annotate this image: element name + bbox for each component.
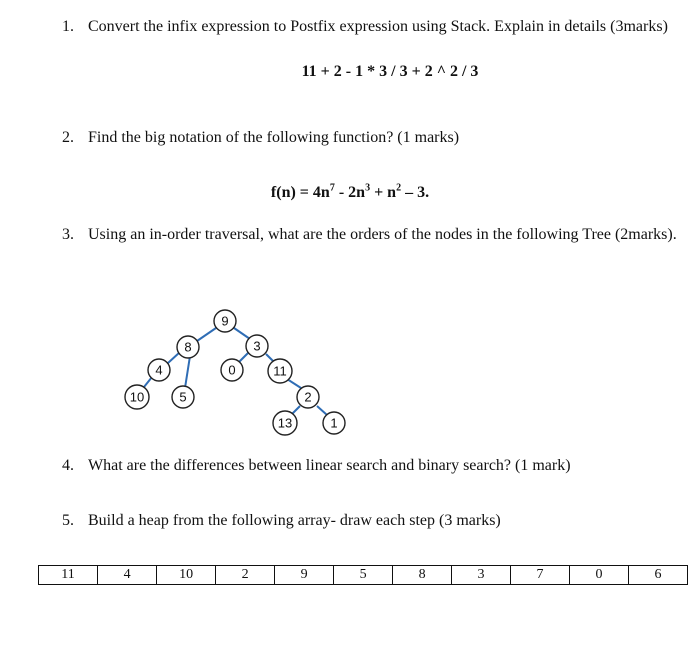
tree-node [148, 359, 170, 381]
edge-8-4 [168, 352, 180, 363]
array-cell: 0 [569, 566, 628, 585]
question-1-number: 1. [62, 18, 74, 35]
array-cell: 11 [39, 566, 98, 585]
tree-node-label: 5 [179, 389, 187, 405]
table-row [39, 566, 688, 585]
edge-9-3 [234, 328, 250, 339]
tree-node [177, 336, 199, 358]
question-5-text: Build a heap from the following array- draw each step (3 marks) [88, 512, 501, 529]
tree-node-label: 9 [221, 313, 229, 329]
function-exp-3: 2 [396, 182, 402, 194]
question-3-number: 3. [62, 226, 74, 243]
function-mid-2: + n [370, 184, 397, 201]
tree-node [246, 335, 268, 357]
tree-node [172, 386, 194, 408]
edge-4-10 [144, 377, 152, 387]
question-1-text: Convert the infix expression to Postfix expression using Stack. Explain in details (3marks) [88, 18, 668, 35]
tree-node-label: 0 [228, 362, 236, 378]
edge-9-8 [197, 328, 216, 341]
tree-node-label: 8 [184, 339, 192, 355]
tree-node [214, 310, 236, 332]
tree-node-label: 4 [155, 362, 163, 378]
question-5-number: 5. [62, 512, 74, 529]
array-cell: 8 [393, 566, 452, 585]
infix-expression: 11 + 2 - 1 * 3 / 3 + 2 ^ 2 / 3 [301, 63, 479, 80]
array-cell: 5 [334, 566, 393, 585]
function-lhs: f(n) = 4n [270, 184, 330, 201]
question-2-number: 2. [62, 129, 74, 146]
array-cell: 7 [511, 566, 570, 585]
tree-node-label: 10 [129, 389, 145, 405]
array-cell: 2 [216, 566, 275, 585]
binary-tree-diagram [110, 305, 370, 440]
array-cell: 6 [628, 566, 687, 585]
tree-node [125, 385, 149, 409]
array-cell: 9 [275, 566, 334, 585]
function-tail: – 3. [401, 184, 430, 201]
question-3-text: Using an in-order traversal, what are the orders of the nodes in the following Tree (2marks). [88, 226, 677, 243]
tree-node-label: 11 [273, 363, 287, 379]
question-4-number: 4. [62, 457, 74, 474]
tree-node-label: 3 [253, 338, 261, 354]
edge-2-13 [292, 406, 300, 414]
tree-node [268, 359, 292, 383]
tree-node-label: 13 [277, 415, 293, 431]
function-exp-1: 7 [329, 182, 335, 194]
array-cell: 3 [452, 566, 511, 585]
question-2-text: Find the big notation of the following function? (1 marks) [88, 129, 460, 146]
function-mid-1: - 2n [334, 184, 366, 201]
heap-array-table [38, 565, 688, 585]
tree-node [221, 359, 243, 381]
tree-node-label: 2 [304, 389, 312, 405]
edge-11-2 [287, 379, 301, 388]
edge-3-0 [239, 353, 248, 362]
function-exp-2: 3 [365, 182, 371, 194]
tree-node [323, 412, 345, 434]
array-cell: 4 [98, 566, 157, 585]
tree-node [273, 411, 297, 435]
tree-node-label: 1 [330, 415, 338, 431]
array-cell: 10 [157, 566, 216, 585]
tree-node [297, 386, 319, 408]
question-4-text: What are the differences between linear search and binary search? (1 mark) [88, 457, 571, 474]
edge-8-5 [185, 356, 190, 388]
edge-2-1 [317, 406, 327, 415]
big-o-function [0, 184, 700, 202]
